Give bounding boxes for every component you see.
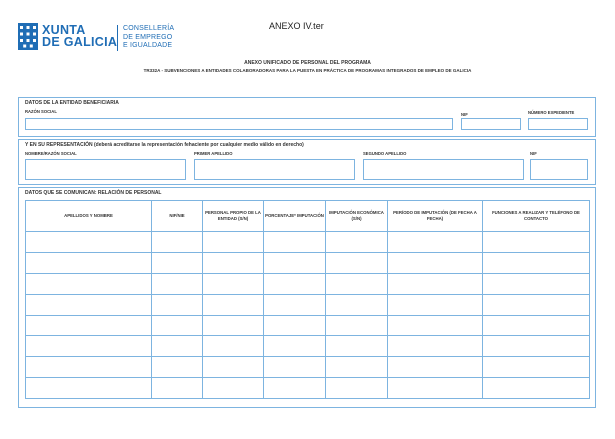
table-cell[interactable] — [264, 232, 326, 253]
table-cell[interactable] — [326, 294, 388, 315]
table-cell[interactable] — [152, 294, 203, 315]
table-cell[interactable] — [26, 315, 152, 336]
table-row — [26, 252, 590, 273]
conselleria-name: CONSELLERÍA DE EMPREGO E IGUALDADE — [123, 25, 175, 49]
primer-apellido-label: PRIMER APELLIDO — [194, 151, 233, 156]
table-cell[interactable] — [203, 294, 264, 315]
table-cell[interactable] — [26, 232, 152, 253]
table-cell[interactable] — [483, 357, 590, 378]
table-cell[interactable] — [152, 232, 203, 253]
beneficiary-section — [18, 97, 596, 137]
table-cell[interactable] — [152, 252, 203, 273]
table-row — [26, 294, 590, 315]
table-cell[interactable] — [483, 378, 590, 399]
table-cell[interactable] — [264, 357, 326, 378]
table-cell[interactable] — [26, 294, 152, 315]
table-cell[interactable] — [388, 336, 483, 357]
representative-section — [18, 139, 596, 185]
table-cell[interactable] — [483, 294, 590, 315]
table-cell[interactable] — [26, 378, 152, 399]
table-cell[interactable] — [388, 315, 483, 336]
table-cell[interactable] — [483, 232, 590, 253]
table-cell[interactable] — [152, 273, 203, 294]
representative-section-title: Y EN SU REPRESENTACIÓN (deberá acreditarse la representación fehaciente por cualquier medio válido en derecho) — [25, 142, 304, 148]
table-cell[interactable] — [203, 232, 264, 253]
table-cell[interactable] — [326, 252, 388, 273]
table-cell[interactable] — [388, 294, 483, 315]
table-cell[interactable] — [26, 273, 152, 294]
table-cell[interactable] — [203, 336, 264, 357]
rep-nif-field[interactable] — [530, 159, 588, 180]
table-row — [26, 273, 590, 294]
table-row — [26, 378, 590, 399]
table-cell[interactable] — [326, 378, 388, 399]
table-cell[interactable] — [264, 378, 326, 399]
col-imputacion-economica: IMPUTACIÓN ECONÓMICA (S/N) — [326, 201, 388, 232]
table-cell[interactable] — [26, 357, 152, 378]
table-cell[interactable] — [152, 336, 203, 357]
table-cell[interactable] — [203, 273, 264, 294]
razon-social-field[interactable] — [25, 118, 453, 130]
segundo-apellido-field[interactable] — [363, 159, 524, 180]
document-subtitle: TR332A - SUBVENCIONES A ENTIDADES COLABORADORAS PARA LA PUESTA EN PRÁCTICA DE PROGRAMAS INTEGRADOS DE EMPLEO DE GALICIA — [143, 68, 472, 73]
nombre-label: NOMBRE/RAZÓN SOCIAL — [25, 151, 77, 156]
table-cell[interactable] — [264, 336, 326, 357]
personnel-table — [25, 200, 590, 399]
table-cell[interactable] — [264, 252, 326, 273]
table-row — [26, 232, 590, 253]
table-row — [26, 336, 590, 357]
table-cell[interactable] — [388, 252, 483, 273]
expediente-field[interactable] — [528, 118, 588, 130]
document-title: ANEXO UNIFICADO DE PERSONAL DEL PROGRAMA — [244, 60, 371, 66]
table-cell[interactable] — [388, 357, 483, 378]
table-cell[interactable] — [264, 273, 326, 294]
table-row — [26, 357, 590, 378]
table-cell[interactable] — [326, 315, 388, 336]
table-cell[interactable] — [203, 252, 264, 273]
nombre-field[interactable] — [25, 159, 186, 180]
nif-field[interactable] — [461, 118, 521, 130]
personnel-section-title: DATOS QUE SE COMUNICAN: RELACIÓN DE PERSONAL — [25, 190, 162, 196]
segundo-apellido-label: SEGUNDO APELLIDO — [363, 151, 407, 156]
table-cell[interactable] — [388, 378, 483, 399]
table-cell[interactable] — [26, 336, 152, 357]
logo-divider — [117, 25, 118, 51]
nif-label: NIF — [461, 112, 468, 117]
table-header-row — [26, 201, 590, 232]
table-cell[interactable] — [203, 315, 264, 336]
col-periodo: PERÍODO DE IMPUTACIÓN (DE FECHA A FECHA) — [388, 201, 483, 232]
table-row — [26, 315, 590, 336]
primer-apellido-field[interactable] — [194, 159, 355, 180]
table-cell[interactable] — [26, 252, 152, 273]
table-cell[interactable] — [264, 315, 326, 336]
annex-code: ANEXO IV.ter — [269, 21, 324, 31]
table-cell[interactable] — [483, 273, 590, 294]
galicia-emblem-icon — [18, 23, 38, 50]
table-cell[interactable] — [152, 357, 203, 378]
rep-nif-label: NIF — [530, 151, 537, 156]
col-nif-nie: NIF/NIE — [152, 201, 203, 232]
table-cell[interactable] — [483, 252, 590, 273]
table-cell[interactable] — [483, 315, 590, 336]
table-cell[interactable] — [326, 336, 388, 357]
table-cell[interactable] — [388, 273, 483, 294]
col-porcentaje: PORCENTAJE* IMPUTACIÓN — [264, 201, 326, 232]
table-cell[interactable] — [203, 378, 264, 399]
table-cell[interactable] — [264, 294, 326, 315]
table-cell[interactable] — [326, 232, 388, 253]
beneficiary-section-title: DATOS DE LA ENTIDAD BENEFICIARIA — [25, 100, 119, 106]
razon-social-label: RAZÓN SOCIAL — [25, 109, 57, 114]
table-cell[interactable] — [326, 357, 388, 378]
table-cell[interactable] — [152, 378, 203, 399]
table-cell[interactable] — [388, 232, 483, 253]
table-cell[interactable] — [152, 315, 203, 336]
col-personal-propio: PERSONAL PROPIO DE LA ENTIDAD (S/N) — [203, 201, 264, 232]
xunta-wordmark: XUNTA DE GALICIA — [42, 23, 118, 49]
expediente-label: NÚMERO EXPEDIENTE — [528, 110, 575, 115]
col-apellidos-nombre: APELLIDOS Y NOMBRE — [26, 201, 152, 232]
table-cell[interactable] — [483, 336, 590, 357]
col-funciones: FUNCIONES A REALIZAR Y TELÉFONO DE CONTACTO — [483, 201, 590, 232]
table-cell[interactable] — [203, 357, 264, 378]
table-cell[interactable] — [326, 273, 388, 294]
